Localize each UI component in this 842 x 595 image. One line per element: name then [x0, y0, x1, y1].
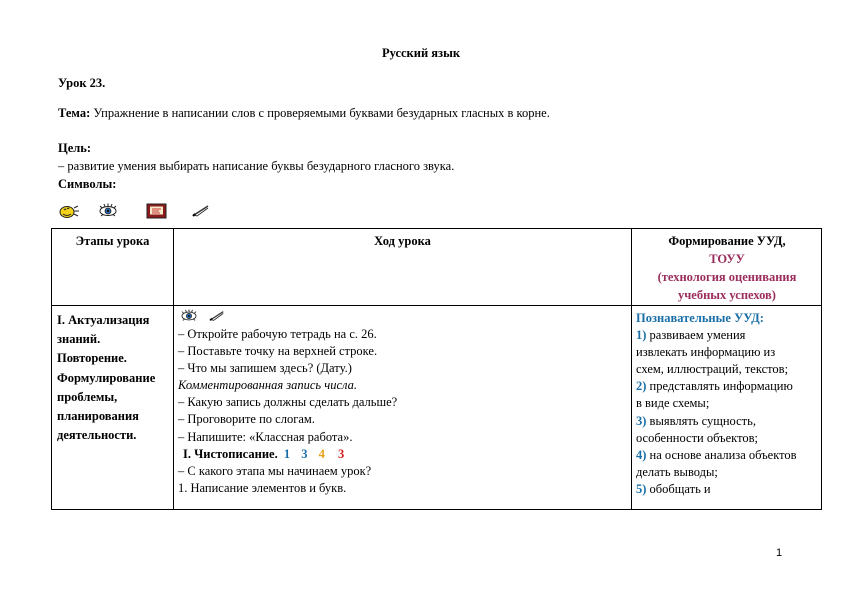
course-line: – Что мы запишем здесь? (Дату.) — [178, 361, 352, 376]
stage-line: проблемы, — [57, 389, 118, 404]
screen-icon — [146, 203, 168, 219]
uud-item: 5) обобщать и — [636, 481, 711, 496]
header-uud-line2: ТОУУ — [709, 252, 745, 266]
uud-item: 2) представлять информацию — [636, 379, 793, 394]
calligraphy-number: 1 — [283, 446, 291, 461]
stage-line: I. Актуализация — [57, 313, 150, 327]
course-cell — [178, 309, 628, 497]
uud-item: извлекать информацию из — [636, 345, 776, 360]
uud-title: Познавательные УУД: — [636, 311, 764, 325]
course-line: – Проговорите по слогам. — [178, 412, 315, 427]
calligraphy-line — [178, 446, 628, 463]
course-line: 1. Написание элементов и букв. — [178, 480, 347, 495]
symbols-label: Символы: — [58, 177, 117, 191]
speech-icon — [58, 203, 80, 219]
uud-item: особенности объектов; — [636, 430, 759, 445]
uud-cell — [636, 310, 821, 498]
stage-line: планирования — [57, 409, 139, 424]
course-line: – Поставьте точку на верхней строке. — [178, 344, 378, 359]
calligraphy-number: 3 — [337, 446, 345, 461]
uud-item: в виде схемы; — [636, 396, 710, 411]
header-stages: Этапы урока — [75, 234, 150, 248]
eye-icon — [178, 309, 200, 323]
uud-item: 3) выявлять сущность, — [636, 413, 756, 428]
stage-cell — [57, 311, 172, 445]
goal-text: – развитие умения выбирать написание буквы безударного гласного звука. — [58, 159, 455, 173]
page-number: 1 — [776, 547, 783, 559]
uud-item: 1) развиваем умения — [636, 328, 746, 343]
course-line: – Откройте рабочую тетрадь на с. 26. — [178, 327, 377, 341]
course-line-italic: Комментированная запись числа. — [178, 378, 357, 393]
pencil-icon — [208, 309, 228, 323]
pencil-icon — [191, 203, 213, 219]
stage-line: деятельности. — [57, 428, 137, 443]
stage-line: Формулирование — [57, 370, 156, 385]
calligraphy-label: I. Чистописание. — [183, 446, 278, 461]
goal-label: Цель: — [58, 141, 92, 155]
uud-item: 4) на основе анализа объектов — [636, 447, 797, 462]
header-uud-line4: учебных успехов) — [678, 288, 776, 302]
topic-label: Тема: — [58, 106, 91, 120]
lesson-table — [51, 228, 822, 510]
lesson-number: Урок 23. — [58, 76, 106, 90]
header-course: Ход урока — [374, 234, 431, 248]
stage-line: Повторение. — [57, 351, 127, 366]
course-line: – Напишите: «Классная работа». — [178, 429, 353, 444]
topic-text: Упражнение в написании слов с проверяемыми буквами безударных гласных в корне. — [90, 106, 550, 120]
header-uud-line1: Формирование УУД, — [668, 234, 786, 248]
uud-item: делать выводы; — [636, 464, 718, 479]
course-icons — [178, 309, 628, 326]
eye-icon — [97, 203, 119, 219]
document-title: Русский язык — [381, 46, 461, 60]
course-line: – Какую запись должны сделать дальше? — [178, 395, 398, 410]
calligraphy-number: 3 — [301, 446, 308, 461]
topic-line — [58, 106, 550, 121]
course-line: – С какого этапа мы начинаем урок? — [178, 463, 372, 478]
stage-line: знаний. — [57, 332, 101, 347]
header-uud — [632, 232, 822, 304]
calligraphy-number: 4 — [318, 446, 325, 461]
header-uud-line3: (технология оценивания — [657, 270, 797, 284]
uud-item: схем, иллюстраций, текстов; — [636, 362, 789, 377]
